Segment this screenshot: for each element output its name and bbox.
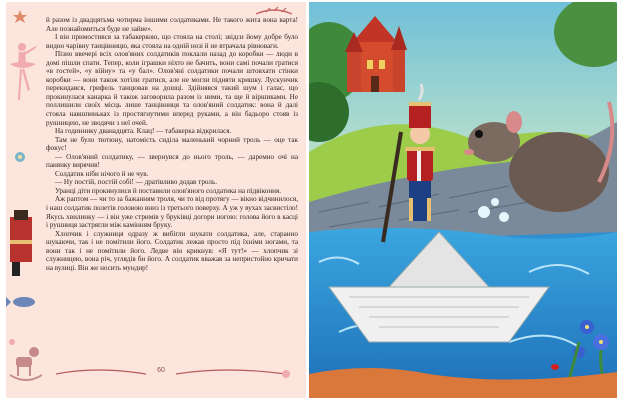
dot-icon <box>9 339 15 345</box>
fish-icon <box>6 297 35 307</box>
toy-soldier-figure <box>10 210 32 276</box>
illustration <box>309 2 617 398</box>
margin-decorations <box>6 2 46 398</box>
paragraph: І він примостився за табакеркою, що стояла на столі; звідси йому добре було видно чарівну танцівницю, яка стояла на одній нозі й не втрачала рівноваги. <box>46 33 298 50</box>
page-number: 60 <box>157 367 165 374</box>
paragraph: Уранці діти прокинулися й поставили олов'яного солдатика на підвіконня. <box>55 186 282 195</box>
paragraph: На годиннику дванадцята. Клац! — табакерка відкрилася. <box>55 127 232 136</box>
paragraph: Аж раптом — чи то за бажанням троля, чи то від протягу — вікно відчинилося, і наш солдатик полетів головою вниз із третього поверху. А уж у вухах засвистіло! Якусь хвилинку — і він уже стримів у бруківці догори ногою: голова його в касці і рушниця застрягли між камінням бруку. <box>46 195 298 230</box>
star-icon <box>13 10 27 23</box>
flower-icon <box>15 152 25 162</box>
illustration-page <box>309 2 617 398</box>
story-text <box>46 16 298 272</box>
left-page <box>6 2 306 398</box>
paragraph: Хлопчик і служниця одразу ж вибігли шукати солдатика, але, старанно шукаючи, так і не помітили його. Солдатик лежав просто під їхніми ногами, та вони так і не помітили його. Ледве він крикнув: «Я тут!» — хлопчик зі служницею, вона річ, углядів би його. А солдатик вважав за непристойно кричати на вулиці. Він же носить мундир! <box>46 229 298 272</box>
ballerina-silhouette <box>10 43 36 100</box>
paragraph: — Олов'яний солдатику, — звернувся до нього троль, — даремно очі на панянку вирячив! <box>46 152 298 170</box>
leaf-ornament-bottom <box>56 364 296 384</box>
rocking-horse-icon <box>10 347 42 381</box>
paragraph: — Ну постій, постій собі! — дратівливо додав троль. <box>55 178 218 187</box>
paragraph: й разом із двадцятьма чотирма іншими солдатиками. Не такого жита вона варта! Але познайомиться буде не зайве». <box>46 16 298 33</box>
paragraph: Пізно ввечері всіх олов'яних солдатиків поклали назад до коробки — люди в домі пішли спати. Тепер, коли іграшки ніхто не бачить, вони самі почали гратися «в гостей», «у війну» та «у бал». Олов'яні солдатики почали штовхати стінки коробки — вони також хотіли гратися, але не могли підняти кришку. Лускунчик перекидався, грифель танцював на дошці. Здійнявся такий шум і галас, що прокинулася канарка й також заговорила разом із ними, та ще й віршиками. Не поллишили своїх місць лише танцівниця та олов'яний солдатик: вона й далі стояла навшпиньках із простягнутими вперед руками, а він бадьоро стояв із рушницею, не зводячи з неї очей. <box>46 50 298 127</box>
ladybug <box>551 364 559 370</box>
paragraph: Там не було тютюну, натомість сиділа маленький чорний троль — оце так фокус! <box>46 135 298 153</box>
paragraph: Солдатик ніби нічого й не чув. <box>55 169 149 178</box>
